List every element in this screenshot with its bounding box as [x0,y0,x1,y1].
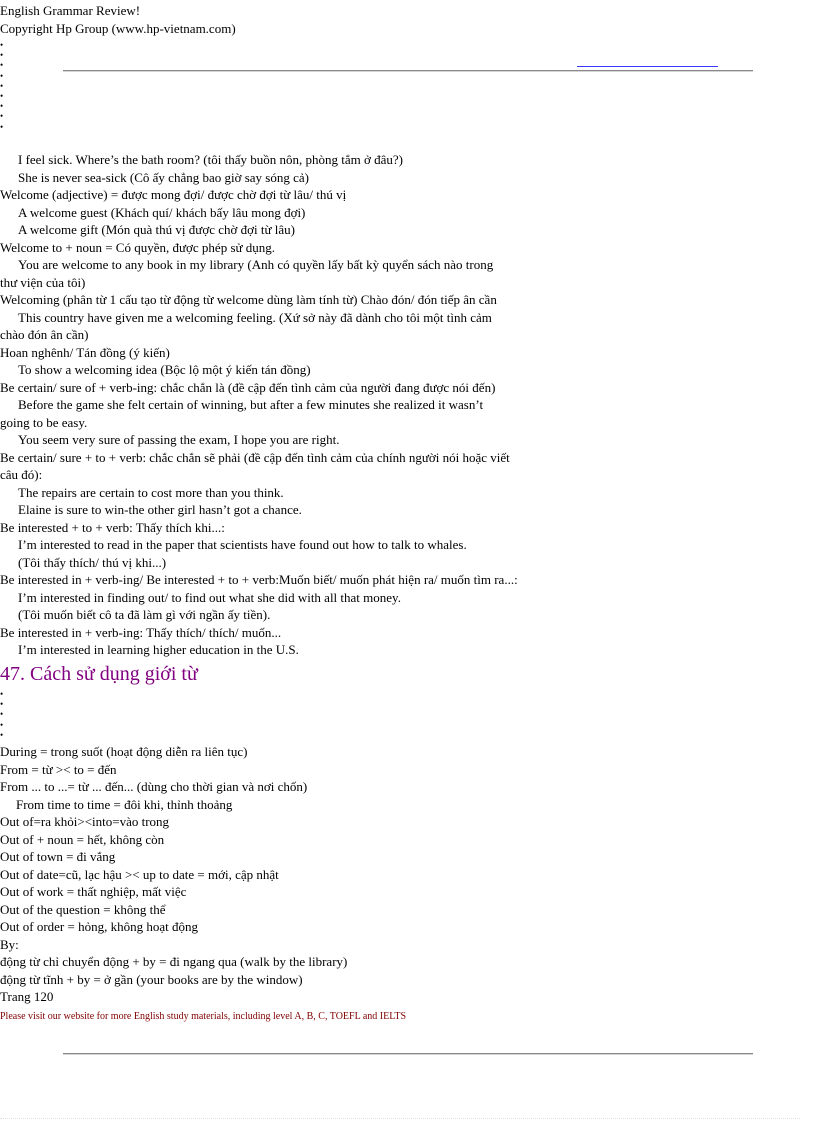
text-line: You seem very sure of passing the exam, I hope you are right. [18,432,340,447]
text-line: Be interested + to + verb: Thấy thích khi...: [0,519,225,535]
text-line: (Tôi muốn biết cô ta đã làm gì với ngần ấy tiền). [18,607,271,622]
section-prepositions [0,743,600,1006]
text-line: Elaine is sure to win-the other girl hasn’t got a chance. [18,502,302,517]
bullet-marker: • [0,121,4,132]
text-line: From = từ >< to = đến [0,761,117,777]
text-line: The repairs are certain to cost more than you think. [18,484,284,500]
text-line: From time to time = đôi khi, thỉnh thoảng [16,796,233,812]
page-header [0,2,236,37]
section-welcome-certain-interested [0,151,580,659]
bullet-marker: • [0,111,4,122]
text-line: Hoan nghênh/ Tán đồng (ý kiến) [0,344,170,360]
bullet-marker: • [0,101,4,112]
text-line: (Tôi thấy thích/ thú vị khi...) [18,554,167,570]
section-heading-47: 47. Cách sử dụng giới từ [0,663,198,685]
header-divider [63,70,753,72]
copyright-line: Copyright Hp Group (www.hp-vietnam.com) [0,20,236,36]
text-line: To show a welcoming idea (Bộc lộ một ý kiến tán đồng) [18,362,311,377]
text-line: thư viện của tôi) [0,274,86,290]
text-line: Be interested in + verb-ing/ Be interested + to + verb:Muốn biết/ muốn phát hiện ra/ muốn tìm ra...: [0,572,518,587]
text-line: Welcoming (phân từ 1 cấu tạo từ động từ welcome dùng làm tính từ) Chào đón/ đón tiếp ân cần [0,292,497,307]
footer-divider [63,1053,753,1055]
text-line: câu đó): [0,467,43,482]
text-line: Out of + noun = hết, không còn [0,831,165,847]
text-line: Out of=ra khỏi><into=vào trong [0,814,170,829]
text-line: động từ chỉ chuyển động + by = đi ngang qua (walk by the library) [0,954,348,969]
bullet-list-mid [0,689,3,740]
text-line: I feel sick. Where’s the bath room? (tôi thấy buồn nôn, phòng tắm ở đâu?) [18,152,403,167]
bullet-marker: • [0,699,4,710]
text-line: Welcome to + noun = Có quyền, được phép sử dụng. [0,239,276,255]
footer-note: Please visit our website for more English study materials, including level A, B, C, TOEFL and IELTS [0,1011,407,1022]
page-bottom-border [0,1118,800,1119]
text-line: Be certain/ sure of + verb-ing: chắc chắn là (đề cập đến tình cảm của người đang được nói đến) [0,379,496,395]
bullet-marker: • [0,60,4,71]
text-line: This country have given me a welcoming feeling. (Xứ sở này đã dành cho tôi một tình cảm [18,309,492,325]
bullet-marker: • [0,90,4,101]
text-line: A welcome guest (Khách quí/ khách bấy lâu mong đợi) [18,204,306,220]
bullet-marker: • [0,40,4,50]
text-line: Out of town = đi vắng [0,849,116,864]
bullet-marker: • [0,689,4,699]
text-line: going to be easy. [0,414,88,430]
text-line: During = trong suốt (hoạt động diễn ra liên tục) [0,744,248,759]
text-line: Out of work = thất nghiệp, mất việc [0,884,187,899]
bullet-marker: • [0,70,4,81]
text-line: She is never sea-sick (Cô ấy chẳng bao giờ say sóng cả) [18,169,309,185]
text-line: Out of order = hỏng, không hoạt động [0,919,198,934]
text-line: Before the game she felt certain of winning, but after a few minutes she realized it wasn’t [18,397,484,412]
header-link-underline[interactable] [577,66,718,67]
document-title: English Grammar Review! [0,3,141,18]
bullet-marker: • [0,729,4,740]
bullet-marker: • [0,50,4,61]
bullet-marker: • [0,80,4,91]
bullet-list-top [0,40,3,132]
text-line: You are welcome to any book in my library (Anh có quyền lấy bất kỳ quyển sách nào trong [18,257,494,272]
text-line: From ... to ...= từ ... đến... (dùng cho thời gian và nơi chốn) [0,779,308,794]
text-line: động từ tĩnh + by = ở gần (your books are by the window) [0,971,303,987]
text-line: Be interested in + verb-ing: Thấy thích/ thích/ muốn... [0,624,282,640]
text-line: Trang 120 [0,989,54,1004]
text-line: Welcome (adjective) = được mong đợi/ được chờ đợi từ lâu/ thú vị [0,187,347,202]
text-line: chào đón ân cần) [0,327,89,342]
text-line: Out of the question = không thể [0,901,166,917]
bullet-marker: • [0,709,4,720]
text-line: By: [0,936,19,952]
text-line: Be certain/ sure + to + verb: chắc chắn sẽ phải (đề cập đến tình cảm của chính người nói hoặc viết [0,449,510,465]
text-line: I’m interested in learning higher education in the U.S. [18,642,299,657]
text-line: Out of date=cũ, lạc hậu >< up to date = mới, cập nhật [0,866,279,882]
text-line: I’m interested to read in the paper that scientists have found out how to talk to whales. [18,537,467,552]
text-line: A welcome gift (Món quà thú vị được chờ đợi từ lâu) [18,222,295,237]
bullet-marker: • [0,719,4,730]
text-line: I’m interested in finding out/ to find out what she did with all that money. [18,589,401,605]
